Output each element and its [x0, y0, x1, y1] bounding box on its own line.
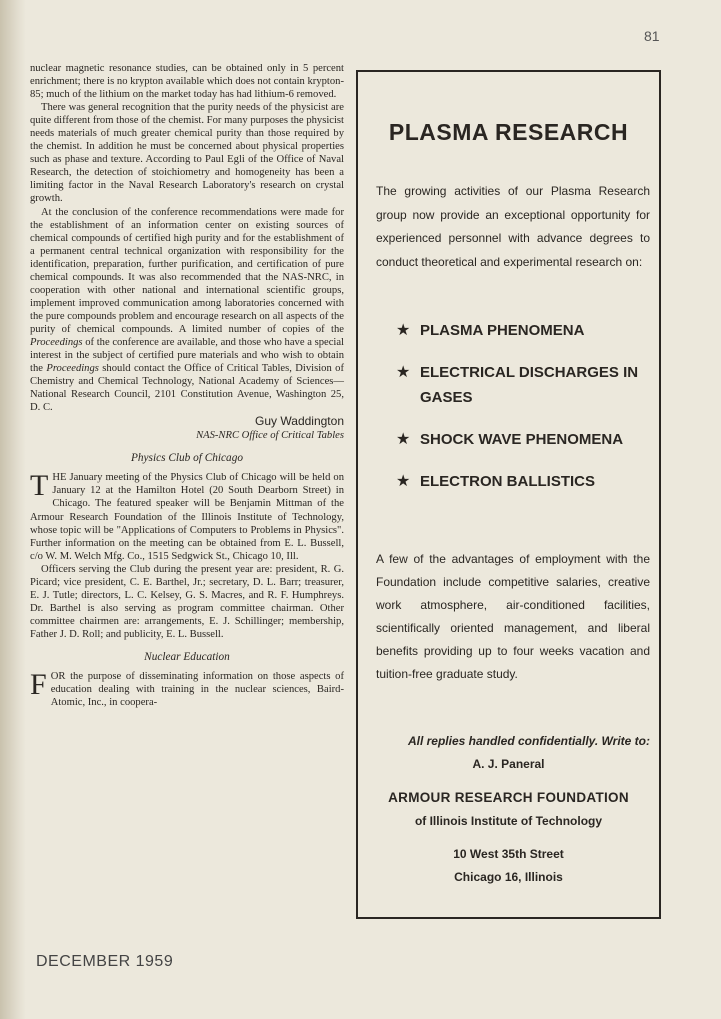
drop-cap: F	[30, 668, 47, 702]
drop-cap: T	[30, 469, 49, 503]
ad-list-item-label: ELECTRICAL DISCHARGES IN GASES	[420, 364, 639, 406]
star-icon: ★	[396, 364, 411, 381]
ad-institute-name: of Illinois Institute of Technology	[414, 814, 603, 828]
italic-run: Proceedings	[46, 363, 99, 375]
ad-list-item-label: ELECTRON BALLISTICS	[420, 473, 595, 490]
ad-list-item	[396, 469, 646, 494]
ad-list-item	[396, 427, 646, 452]
ad-list-item	[396, 318, 646, 343]
star-icon: ★	[396, 322, 411, 339]
page-footer: DECEMBER 1959	[36, 953, 174, 970]
ad-list-item-label: PLASMA PHENOMENA	[420, 322, 585, 339]
text-run: OR the purpose of disseminating information on those aspects of education dealing with training in the nuclear sciences, Baird-Atomic, Inc., in coopera-	[50, 671, 344, 709]
ad-contact-name: A. J. Paneral	[472, 757, 545, 771]
star-icon: ★	[396, 473, 411, 490]
article-paragraph	[30, 670, 344, 709]
page-spine-shadow	[0, 0, 26, 1019]
article-paragraph: There was general recognition that the purity needs of the physicist are quite different from those of the chemist. For many purposes the physicist needs materials of much greater chemical purity than those required by the chemist. In addition he must be concerned about physical properties such as phase and texture. According to Paul Egli of the Office of Naval Research, the detection of stoichiometry and homogeneity has been a limiting factor in the Naval Research Laboratory's research on crystal growth.	[30, 102, 344, 205]
star-icon: ★	[396, 431, 411, 448]
article-paragraph	[30, 206, 344, 415]
ad-list-item-label: SHOCK WAVE PHENOMENA	[420, 431, 624, 448]
article-paragraph	[30, 471, 344, 562]
section-heading: Nuclear Education	[144, 650, 230, 663]
page-number: 81	[644, 28, 660, 44]
signature-name: Guy Waddington	[255, 414, 344, 429]
italic-run: Proceedings	[30, 336, 83, 348]
article-paragraph: nuclear magnetic resonance studies, can be obtained only in 5 percent enrichment; there is no krypton available which does not contain krypton-85; much of the lithium on the market today has had lithium-6 removed.	[30, 63, 344, 101]
text-run: should contact the Office of Critical Tables, Division of Chemistry and Chemical Technology, National Academy of Sciences—National Research Council, 2101 Constitution Avenue, Washington 25, D. C.	[30, 363, 344, 414]
ad-benefits: A few of the advantages of employment with the Foundation include competitive salaries, creative work atmosphere, air-conditioned facilities, scientifically oriented management, and liberal benefits providing up to four weeks vacation and tuition-free graduate study.	[376, 552, 650, 681]
section-heading: Physics Club of Chicago	[130, 452, 244, 465]
article-column	[30, 62, 344, 709]
ad-street-address: 10 West 35th Street	[453, 847, 564, 861]
text-run: HE January meeting of the Physics Club of Chicago will be held on January 12 at the Hamilton Hotel (20 South Dearborn Street) in Chicago. The featured speaker will be Benjamin Mittman of the Armour Research Foundation of the Illinois Institute of Technology, whose topic will be "Applications of Computers to Problems in Physics". Further information on the meeting can be obtained from E. L. Bussell, c/o W. M. Welch Mfg. Co., 1515 Sedgwick St., Chicago 10, Ill.	[30, 472, 344, 562]
ad-intro: The growing activities of our Plasma Research group now provide an exceptional opportunity for experienced personnel with advance degrees to conduct theoretical and experimental research on:	[376, 184, 650, 269]
article-paragraph: Officers serving the Club during the present year are: president, R. G. Picard; vice president, C. E. Barthel, Jr.; secretary, D. L. Barr; treasurer, E. J. Tutle; directors, L. C. Kelsey, G. S. Macres, and R. F. Humphreys. Dr. Barthel is also serving as program committee chairman. Other committee chairmen are: arrangements, E. J. Schillinger; membership, Father J. D. Roll; and publicity, E. L. Bussell.	[30, 563, 344, 640]
ad-title: PLASMA RESEARCH	[388, 119, 629, 145]
text-run: of the conference are available, and those who have a special interest in the subject of certified pure materials and who wish to obtain the	[30, 336, 344, 375]
advertisement-box	[356, 70, 661, 919]
ad-list-item	[396, 360, 646, 410]
signature-title: NAS-NRC Office of Critical Tables	[196, 430, 344, 442]
ad-foundation-name: ARMOUR RESEARCH FOUNDATION	[388, 790, 629, 805]
ad-research-list	[396, 318, 646, 511]
ad-replies-note: All replies handled confidentially. Write to:	[407, 734, 650, 748]
ad-city-address: Chicago 16, Illinois	[454, 870, 563, 884]
text-run: At the conclusion of the conference recommendations were made for the establishment of an information center on existing sources of chemical compounds of certified high purity and for the establishment of a permanent central technical organization with responsibility for the identification, preparation, further purification, and certification of pure chemical compounds. It was also recommended that the NAS-NRC, in cooperation with other national and international scientific groups, implement improved communication among laboratories concerned with the pure compounds problem and encourage research on all aspects of the purity of chemical compounds. A limited number of copies of the	[30, 206, 344, 335]
